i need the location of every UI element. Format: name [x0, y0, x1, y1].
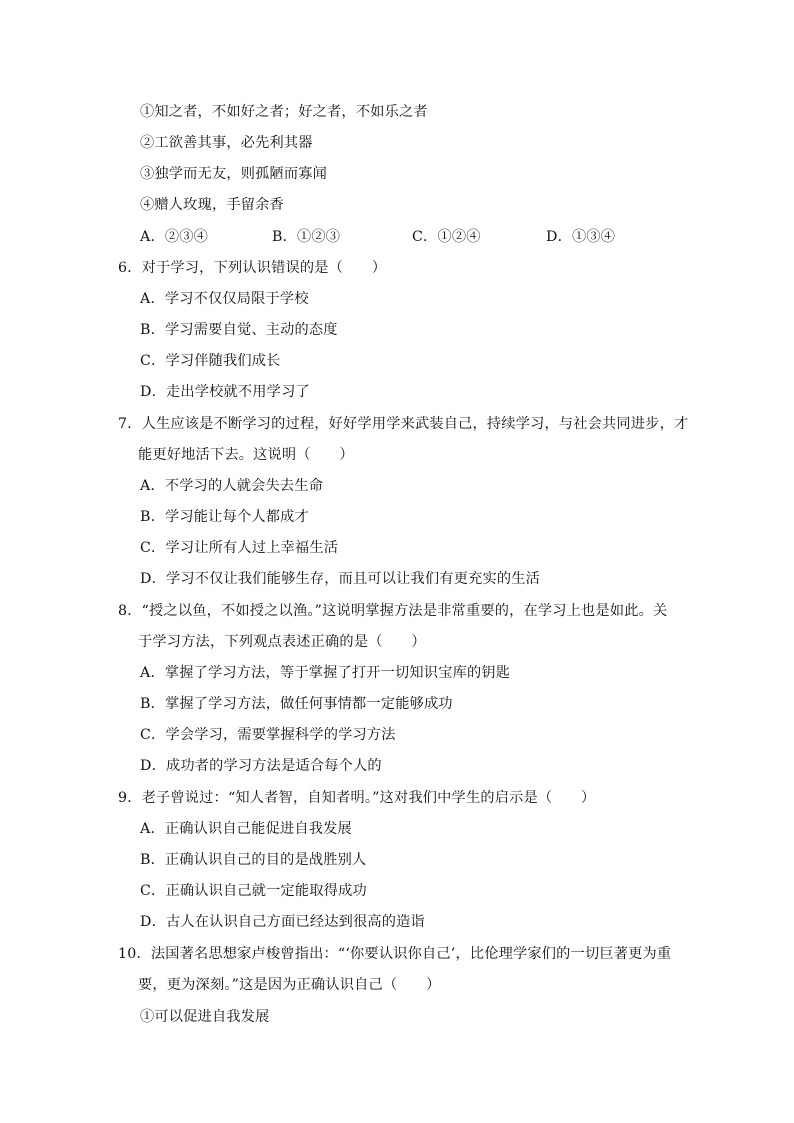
q7-option-c[interactable]: C．学习让所有人过上幸福生活	[140, 540, 339, 556]
q8-option-a[interactable]: A．掌握了学习方法，等于掌握了打开一切知识宝库的钥匙	[140, 665, 511, 681]
q5-item-4: ④赠人玫瑰，手留余香	[140, 197, 284, 213]
q8-stem-line1: 8．“授之以鱼，不如授之以渔。”这说明掌握方法是非常重要的，在学习上也是如此。关	[118, 603, 668, 619]
q9-option-b[interactable]: B．正确认识自己的目的是战胜别人	[140, 852, 367, 868]
q6-stem: 6．对于学习，下列认识错误的是（ ）	[118, 260, 387, 276]
q5-option-c[interactable]: C．①②④	[412, 229, 481, 245]
q6-option-a[interactable]: A．学习不仅仅局限于学校	[140, 291, 309, 307]
q10-item-1: ①可以促进自我发展	[140, 1009, 270, 1025]
q5-item-3: ③独学而无友，则孤陋而寡闻	[140, 166, 328, 182]
q5-item-2: ②工欲善其事，必先利其器	[140, 135, 313, 151]
q8-option-d[interactable]: D．成功者的学习方法是适合每个人的	[140, 758, 382, 774]
q6-option-c[interactable]: C．学习伴随我们成长	[140, 353, 281, 369]
q7-option-b[interactable]: B．学习能让每个人都成才	[140, 509, 309, 525]
q7-stem-line1: 7．人生应该是不断学习的过程，好好学用学来武装自己，持续学习，与社会共同进步，才	[118, 416, 689, 432]
q5-option-b[interactable]: B．①②③	[272, 229, 341, 245]
q8-option-c[interactable]: C．学会学习，需要掌握科学的学习方法	[140, 727, 396, 743]
q9-option-a[interactable]: A．正确认识自己能促进自我发展	[140, 821, 352, 837]
q5-option-d[interactable]: D．①③④	[546, 229, 616, 245]
q7-option-a[interactable]: A．不学习的人就会失去生命	[140, 478, 324, 494]
q5-options-row	[140, 227, 700, 247]
q7-option-d[interactable]: D．学习不仅让我们能够生存，而且可以让我们有更充实的生活	[140, 571, 541, 587]
q10-stem-line1: 10．法国著名思想家卢梭曾指出：“‘你要认识你自己’，比伦理学家们的一切巨著更为重	[118, 946, 672, 962]
q8-stem-line2: 于学习方法，下列观点表述正确的是（ ）	[138, 634, 426, 650]
q5-item-1: ①知之者，不如好之者；好之者，不如乐之者	[140, 104, 428, 120]
q7-stem-line2: 能更好地活下去。这说明（ ）	[138, 447, 354, 463]
q9-stem: 9．老子曾说过：“知人者智，自知者明。”这对我们中学生的启示是（ ）	[118, 790, 596, 806]
q9-option-d[interactable]: D．古人在认识自己方面已经达到很高的造诣	[140, 914, 425, 930]
q9-option-c[interactable]: C．正确认识自己就一定能取得成功	[140, 883, 367, 899]
q5-option-a[interactable]: A．②③④	[140, 229, 208, 245]
q10-stem-line2: 要，更为深刻。”这是因为正确认识自己（ ）	[138, 977, 441, 993]
q6-option-b[interactable]: B．学习需要自觉、主动的态度	[140, 322, 338, 338]
q6-option-d[interactable]: D．走出学校就不用学习了	[140, 384, 310, 400]
q8-option-b[interactable]: B．掌握了学习方法，做任何事情都一定能够成功	[140, 696, 453, 712]
